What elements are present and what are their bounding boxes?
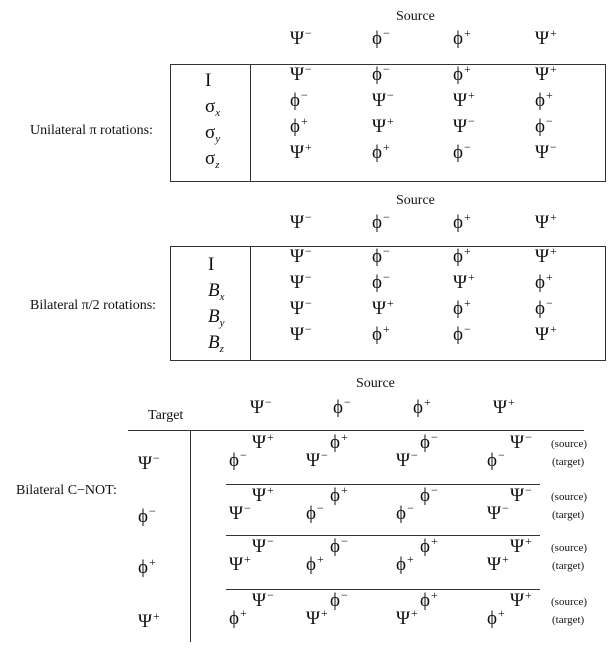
unilateral-generator: I <box>205 70 212 91</box>
target-tag: (target) <box>552 509 585 521</box>
unilateral-generator: $\sigma_x$ <box>205 96 221 119</box>
cnot-target-result: Ψ+ <box>306 606 328 629</box>
unilateral-cell-state: ϕ− <box>535 114 553 137</box>
cnot-target-state: Ψ+ <box>138 609 160 632</box>
cnot-target-result: Ψ+ <box>229 552 251 575</box>
cnot-header-state: Ψ− <box>250 395 272 418</box>
bilateral-cell-state: Ψ+ <box>535 322 557 345</box>
bilateral-rotations-label: Bilateral π/2 rotations: <box>30 298 157 313</box>
unilateral-cell-state: Ψ− <box>372 88 394 111</box>
cnot-source-result: ϕ+ <box>330 430 348 453</box>
bilateral-cnot-label: Bilateral C−NOT: <box>16 483 117 498</box>
cnot-target-result: ϕ− <box>229 448 247 471</box>
cnot-source-result: ϕ+ <box>420 588 438 611</box>
source-label-2: Source <box>396 193 435 208</box>
bilateral-cell-state: Ψ− <box>290 270 312 293</box>
unilateral-cell-state: Ψ+ <box>453 88 475 111</box>
target-column-label: Target <box>148 408 184 423</box>
bilateral-header-state: Ψ+ <box>535 210 557 233</box>
cnot-source-result: ϕ− <box>420 430 438 453</box>
target-tag: (target) <box>552 614 585 626</box>
unilateral-cell-state: Ψ+ <box>372 114 394 137</box>
cnot-source-result: Ψ+ <box>252 483 274 506</box>
source-tag: (source) <box>551 542 588 554</box>
cnot-target-state: Ψ− <box>138 451 160 474</box>
cnot-target-result: ϕ+ <box>306 552 324 575</box>
unilateral-rotations-label: Unilateral π rotations: <box>30 123 153 138</box>
bilateral-cell-state: Ψ− <box>290 322 312 345</box>
bilateral-cell-state: ϕ+ <box>453 244 471 267</box>
cnot-header-rule <box>128 430 584 431</box>
unilateral-cell-state: Ψ− <box>290 62 312 85</box>
unilateral-cell-state: ϕ+ <box>290 114 308 137</box>
cnot-source-result: Ψ− <box>510 430 532 453</box>
cnot-source-result: ϕ+ <box>330 483 348 506</box>
unilateral-generator: $\sigma_y$ <box>205 122 221 145</box>
cnot-source-result: ϕ− <box>420 483 438 506</box>
cnot-header-state: Ψ+ <box>493 395 515 418</box>
unilateral-cell-state: Ψ− <box>535 140 557 163</box>
source-tag: (source) <box>551 491 588 503</box>
bilateral-header-state: ϕ+ <box>453 210 471 233</box>
source-tag: (source) <box>551 596 588 608</box>
unilateral-cell-state: Ψ− <box>453 114 475 137</box>
target-tag: (target) <box>552 456 585 468</box>
target-tag: (target) <box>552 560 585 572</box>
bilateral-cell-state: ϕ− <box>372 244 390 267</box>
bilateral-cell-state: ϕ+ <box>453 296 471 319</box>
bilateral-header-state: ϕ− <box>372 210 390 233</box>
unilateral-cell-state: ϕ− <box>372 62 390 85</box>
unilateral-table-divider <box>250 64 251 182</box>
unilateral-header-state: ϕ− <box>372 26 390 49</box>
unilateral-cell-state: Ψ+ <box>535 62 557 85</box>
cnot-target-result: Ψ+ <box>396 606 418 629</box>
bilateral-cell-state: ϕ+ <box>535 270 553 293</box>
cnot-source-result: Ψ− <box>252 588 274 611</box>
cnot-source-result: Ψ+ <box>510 588 532 611</box>
unilateral-header-state: ϕ+ <box>453 26 471 49</box>
cnot-target-result: ϕ− <box>487 448 505 471</box>
cnot-header-state: ϕ+ <box>413 395 431 418</box>
bilateral-rotations-table-divider <box>250 246 251 361</box>
bilateral-cell-state: ϕ+ <box>372 322 390 345</box>
cnot-source-result: Ψ+ <box>510 534 532 557</box>
unilateral-cell-state: Ψ+ <box>290 140 312 163</box>
cnot-source-result: Ψ+ <box>252 430 274 453</box>
bilateral-generator: $B_y$ <box>208 306 225 329</box>
bilateral-generator: $B_z$ <box>208 332 224 355</box>
source-label-1: Source <box>396 9 435 24</box>
cnot-target-result: ϕ+ <box>396 552 414 575</box>
unilateral-cell-state: ϕ− <box>290 88 308 111</box>
unilateral-generator: $\sigma_z$ <box>205 148 220 171</box>
cnot-source-result: ϕ− <box>330 534 348 557</box>
cnot-source-result: ϕ− <box>330 588 348 611</box>
cnot-target-result: ϕ+ <box>229 606 247 629</box>
bilateral-cell-state: Ψ+ <box>535 244 557 267</box>
bilateral-generator: I <box>208 254 215 275</box>
cnot-source-result: Ψ− <box>252 534 274 557</box>
source-label-3: Source <box>356 376 395 391</box>
cnot-target-result: Ψ− <box>487 501 509 524</box>
cnot-source-result: Ψ− <box>510 483 532 506</box>
bilateral-cell-state: ϕ− <box>372 270 390 293</box>
unilateral-cell-state: ϕ+ <box>535 88 553 111</box>
bilateral-cell-state: ϕ− <box>453 322 471 345</box>
cnot-target-result: Ψ− <box>396 448 418 471</box>
cnot-target-result: ϕ+ <box>487 606 505 629</box>
unilateral-header-state: Ψ− <box>290 26 312 49</box>
bilateral-cell-state: Ψ− <box>290 296 312 319</box>
bilateral-header-state: Ψ− <box>290 210 312 233</box>
unilateral-cell-state: ϕ− <box>453 140 471 163</box>
bilateral-cell-state: Ψ+ <box>453 270 475 293</box>
cnot-source-result: ϕ+ <box>420 534 438 557</box>
cnot-target-state: ϕ+ <box>138 555 156 578</box>
bilateral-cell-state: ϕ− <box>535 296 553 319</box>
unilateral-cell-state: ϕ+ <box>453 62 471 85</box>
cnot-table-divider <box>190 430 191 642</box>
source-tag: (source) <box>551 438 588 450</box>
cnot-target-state: ϕ− <box>138 504 156 527</box>
unilateral-header-state: Ψ+ <box>535 26 557 49</box>
bilateral-cell-state: Ψ− <box>290 244 312 267</box>
cnot-target-result: Ψ− <box>306 448 328 471</box>
bilateral-generator: $B_x$ <box>208 280 225 303</box>
cnot-target-result: Ψ− <box>229 501 251 524</box>
cnot-target-result: Ψ+ <box>487 552 509 575</box>
unilateral-cell-state: ϕ+ <box>372 140 390 163</box>
bilateral-cell-state: Ψ+ <box>372 296 394 319</box>
cnot-header-state: ϕ− <box>333 395 351 418</box>
cnot-target-result: ϕ− <box>306 501 324 524</box>
cnot-target-result: ϕ− <box>396 501 414 524</box>
